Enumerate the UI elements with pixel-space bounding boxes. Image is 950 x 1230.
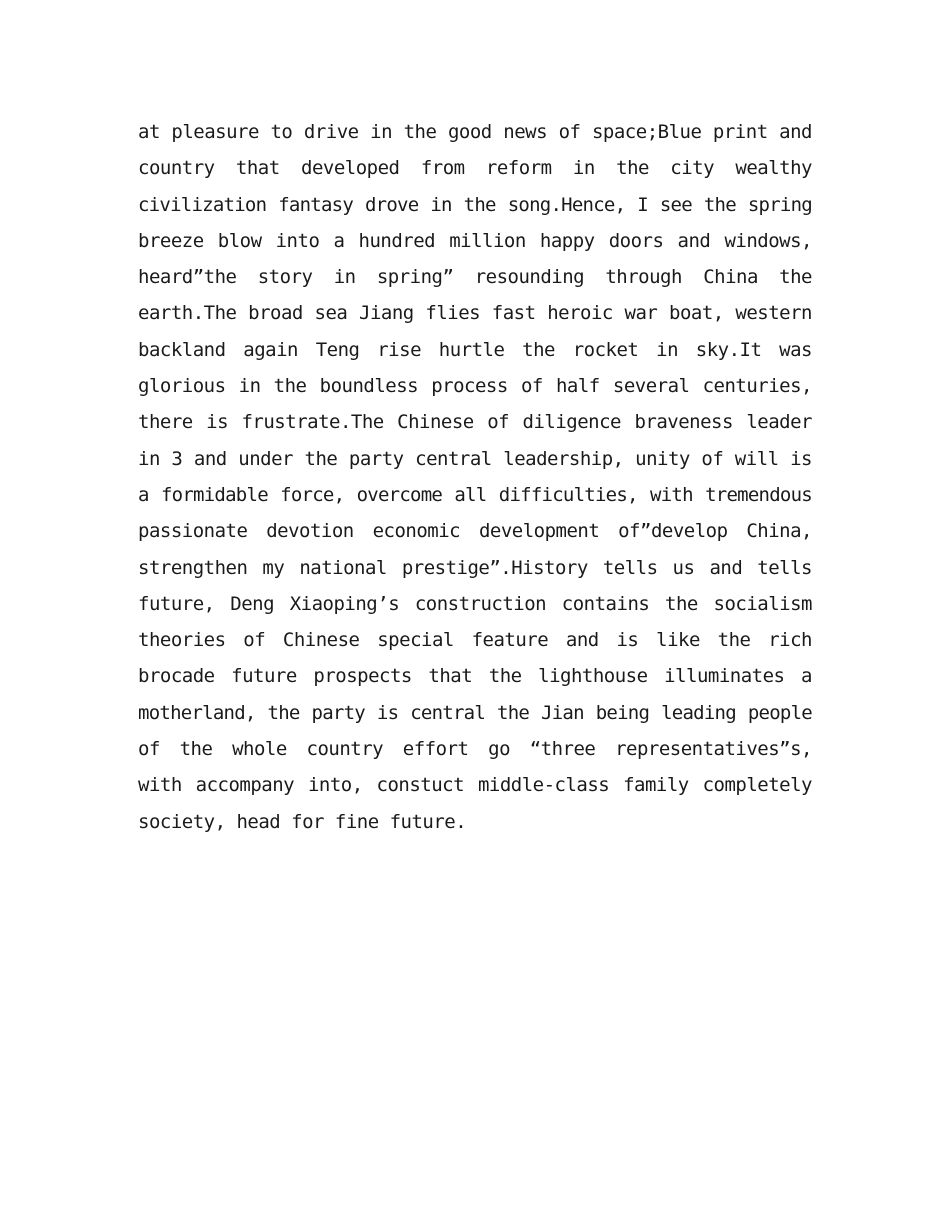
paragraph-line: breeze blow into a hundred million happy doors and windows, [138, 229, 812, 252]
paragraph-line: heard”the story in spring” resounding through China the [138, 266, 812, 289]
paragraph-line: future, Deng Xiaoping’s construction contains the socialism [138, 592, 812, 615]
paragraph-line: there is frustrate.The Chinese of diligence braveness leader [138, 411, 812, 434]
paragraph-line: civilization fantasy drove in the song.Hence, I see the spring [138, 193, 812, 216]
paragraph-line: society, head for fine future. [138, 810, 467, 833]
paragraph-line: at pleasure to drive in the good news of space;Blue print and [138, 121, 812, 143]
paragraph-line: brocade future prospects that the lighthouse illuminates a [138, 665, 812, 688]
paragraph-line: with accompany into, constuct middle-class family completely [138, 774, 812, 797]
paragraph-line: of the whole country effort go “three representatives”s, [138, 738, 812, 761]
paragraph-line: theories of Chinese special feature and is like the rich [138, 629, 812, 652]
paragraph-line: strengthen my national prestige”.History tells us and tells [138, 556, 812, 579]
paragraph-line: in 3 and under the party central leadership, unity of will is [138, 447, 812, 470]
paragraph-line: motherland, the party is central the Jian being leading people [138, 701, 812, 724]
body-paragraph [138, 114, 812, 840]
paragraph-line: a formidable force, overcome all difficulties, with tremendous [138, 483, 812, 506]
paragraph-line: glorious in the boundless process of half several centuries, [138, 375, 812, 398]
paragraph-line: passionate devotion economic development of”develop China, [138, 520, 812, 543]
paragraph-line: backland again Teng rise hurtle the rocket in sky.It was [138, 338, 812, 361]
paragraph-line: earth.The broad sea Jiang flies fast heroic war boat, western [138, 302, 812, 325]
paragraph-line: country that developed from reform in the city wealthy [138, 157, 812, 180]
